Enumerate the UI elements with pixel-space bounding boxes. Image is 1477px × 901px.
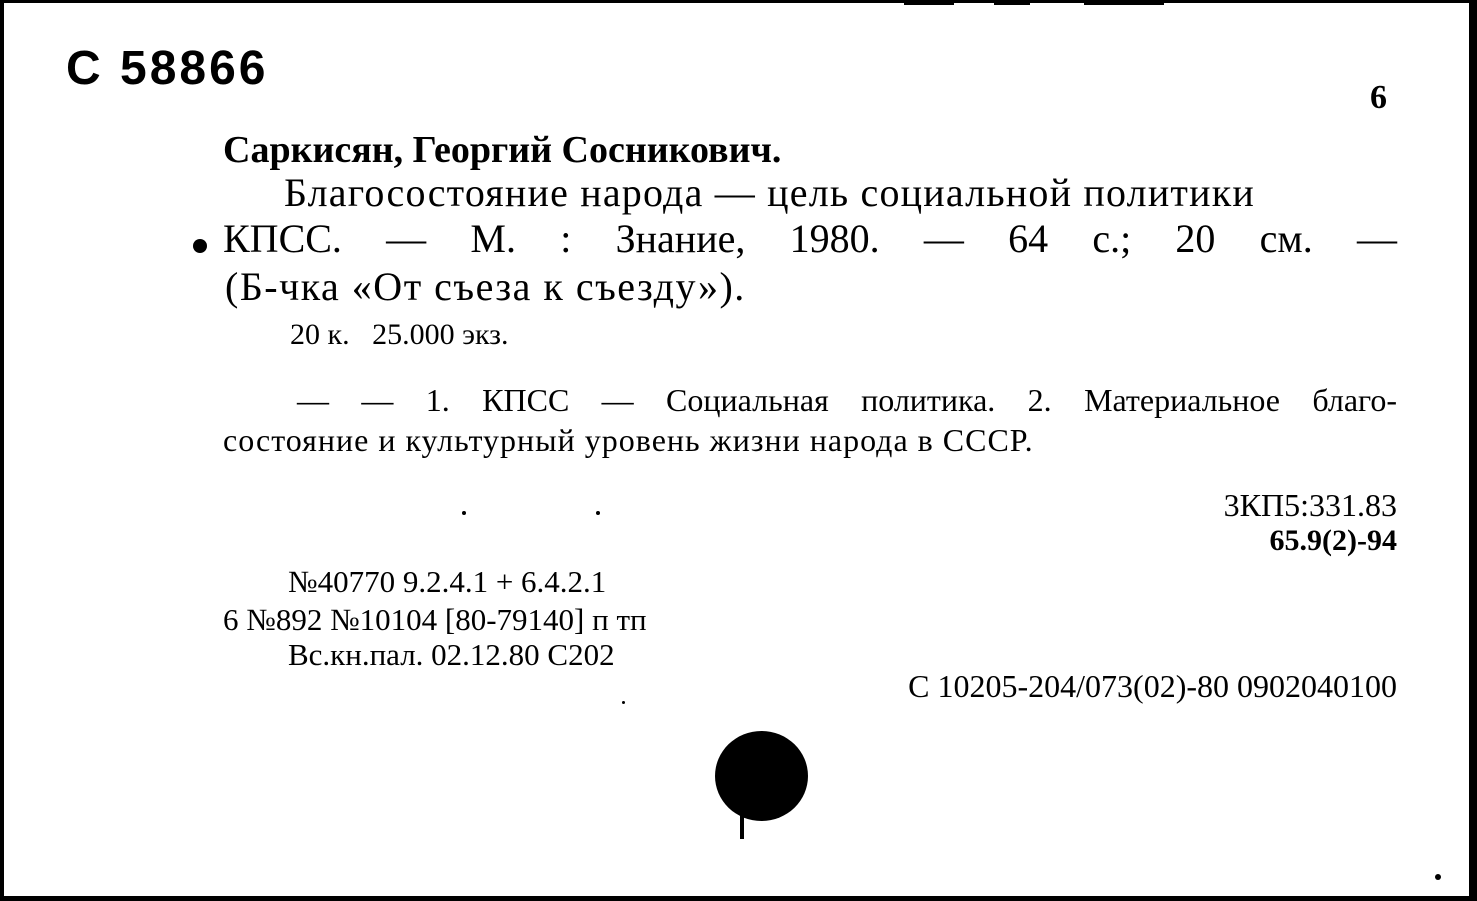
subjects-line-2: состояние и культурный уровень жизни народа в СССР.	[223, 422, 1034, 458]
speck	[462, 511, 466, 515]
call-number: С 58866	[66, 42, 269, 95]
subjects-line-1: — — 1. КПСС — Социальная политика. 2. Материальное благо-	[297, 382, 1397, 418]
card-edge-mark	[904, 3, 954, 5]
author-heading: Саркисян, Георгий Сосникович.	[223, 129, 782, 171]
bbk-code: 65.9(2)-94	[1269, 524, 1397, 557]
speck	[622, 701, 625, 704]
speck	[596, 511, 600, 515]
filing-hole	[715, 731, 808, 821]
card-edge-mark	[994, 3, 1030, 5]
control-line-4: С 10205-204/073(02)-80 0902040100	[908, 668, 1397, 704]
title-line-3: (Б-чка «От съеза к съезду»).	[225, 264, 746, 309]
speck	[1435, 874, 1441, 880]
control-line-1: №40770 9.2.4.1 + 6.4.2.1	[288, 564, 607, 599]
udc-code: 3КП5:331.83	[1223, 487, 1397, 523]
catalog-card	[4, 3, 1469, 896]
title-line-2: КПСС. — М. : Знание, 1980. — 64 с.; 20 см. —	[223, 216, 1397, 261]
control-line-2: 6 №892 №10104 [80-79140] п тп	[223, 602, 647, 637]
card-edge-mark	[1084, 3, 1164, 5]
control-line-3: Вс.кн.пал. 02.12.80 С202	[288, 637, 615, 672]
price-and-run: 20 к. 25.000 экз.	[290, 318, 509, 351]
copy-count: 6	[1370, 79, 1387, 116]
bullet-mark	[193, 239, 207, 253]
filing-hole-notch	[740, 815, 744, 839]
title-line-1: Благосостояние народа — цель социальной политики	[284, 170, 1255, 215]
